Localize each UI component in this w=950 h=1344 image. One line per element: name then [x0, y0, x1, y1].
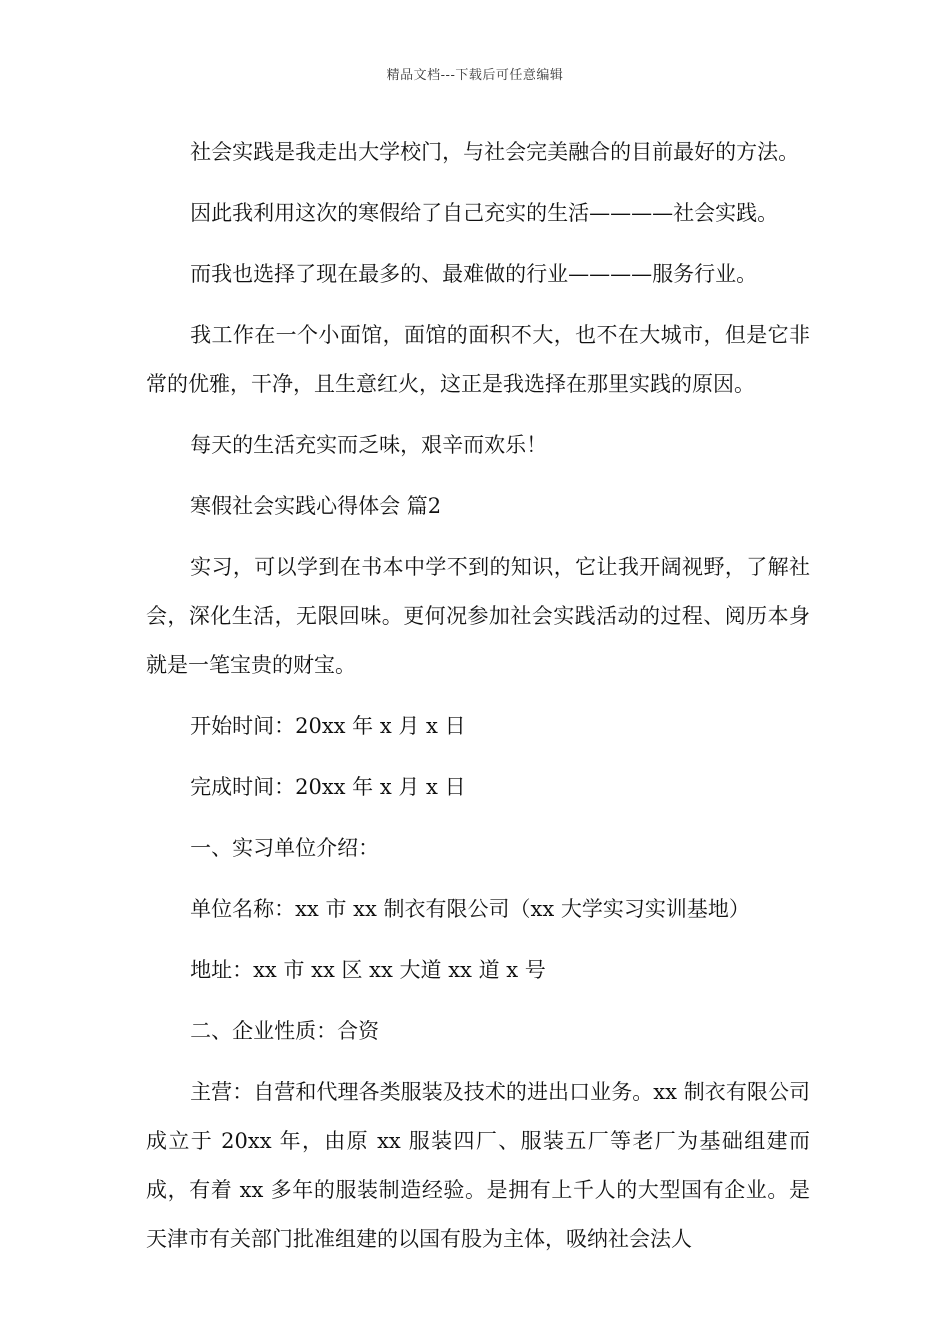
paragraph-3: 而我也选择了现在最多的、最难做的行业————服务行业。	[190, 262, 758, 286]
paragraph-4: 我工作在一个小面馆，面馆的面积不大，也不在大城市，但是它非常的优雅，干净，且生意红火，这正是我选择在那里实践的原因。	[146, 323, 810, 396]
document-body	[146, 128, 810, 1276]
company-nature: 二、企业性质：合资	[190, 1019, 380, 1043]
paragraph-2: 因此我利用这次的寒假给了自己充实的生活————社会实践。	[190, 201, 779, 225]
main-business: 主营：自营和代理各类服装及技术的进出口业务。xx 制衣有限公司成立于 20xx 年，由原 xx 服装四厂、服装五厂等老厂为基础组建而成，有着 xx 多年的服装制造经验。是拥有上千人的大型国有企业。是天津市有关部门批准组建的以国有股为主体，吸纳社会法人	[146, 1080, 810, 1251]
paragraph-1: 社会实践是我走出大学校门，与社会完美融合的目前最好的方法。	[190, 140, 800, 164]
paragraph-5: 每天的生活充实而乏味，艰辛而欢乐！	[190, 433, 548, 457]
page-header: 精品文档---下载后可任意编辑	[386, 68, 564, 83]
paragraph-7: 实习，可以学到在书本中学不到的知识，它让我开阔视野，了解社会，深化生活，无限回味。更何况参加社会实践活动的过程、阅历本身就是一笔宝贵的财宝。	[146, 555, 810, 677]
unit-intro-heading: 一、实习单位介绍：	[190, 836, 380, 860]
end-time: 完成时间：20xx 年 x 月 x 日	[190, 775, 466, 799]
unit-address: 地址：xx 市 xx 区 xx 大道 xx 道 x 号	[190, 958, 546, 982]
unit-name: 单位名称：xx 市 xx 制衣有限公司（xx 大学实习实训基地）	[190, 897, 750, 921]
section-heading: 寒假社会实践心得体会 篇2	[190, 494, 442, 518]
start-time: 开始时间：20xx 年 x 月 x 日	[190, 714, 466, 738]
